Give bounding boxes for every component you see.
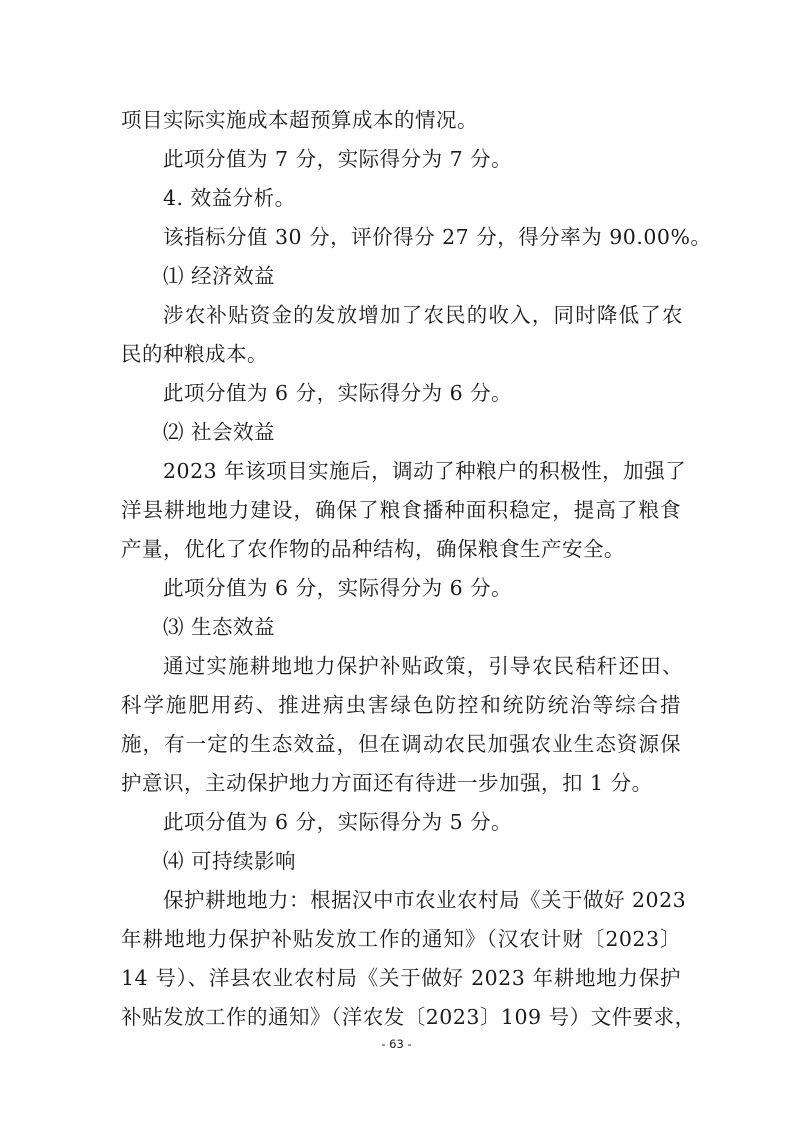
paragraph-line: 此项分值为 6 分，实际得分为 5 分。 (163, 810, 513, 834)
paragraph-line: 民的种粮成本。 (121, 342, 268, 366)
paragraph-line: 护意识，主动保护地力方面还有待进一步加强，扣 1 分。 (121, 771, 653, 795)
paragraph-line: 该指标分值 30 分，评价得分 27 分，得分率为 90.00%。 (163, 225, 712, 249)
subsection-heading: ⑶ 生态效益 (163, 615, 276, 639)
paragraph-line: 此项分值为 6 分，实际得分为 6 分。 (163, 381, 513, 405)
paragraph-line: 2023 年该项目实施后，调动了种粮户的积极性，加强了 (163, 459, 687, 483)
subsection-heading: ⑴ 经济效益 (163, 264, 276, 288)
paragraph-line: 保护耕地地力：根据汉中市农业农村局《关于做好 2023 (163, 888, 687, 912)
paragraph-line: 科学施肥用药、推进病虫害绿色防控和统防统治等综合措 (121, 693, 681, 717)
paragraph-line: 此项分值为 7 分，实际得分为 7 分。 (163, 147, 513, 171)
paragraph-line: 涉农补贴资金的发放增加了农民的收入，同时降低了农 (163, 303, 683, 327)
paragraph-line: 项目实际实施成本超预算成本的情况。 (121, 108, 478, 132)
paragraph-line: 施，有一定的生态效益，但在调动农民加强农业生态资源保 (121, 732, 681, 756)
page-number: - 63 - (381, 1037, 412, 1051)
paragraph-line: 此项分值为 6 分，实际得分为 6 分。 (163, 576, 513, 600)
paragraph-line: 14 号）、洋县农业农村局《关于做好 2023 年耕地地力保护 (121, 966, 681, 990)
section-heading: 4. 效益分析。 (163, 186, 296, 210)
paragraph-line: 洋县耕地地力建设，确保了粮食播种面积稳定，提高了粮食 (121, 498, 681, 522)
paragraph-line: 年耕地地力保护补贴发放工作的通知》（汉农计财〔2023〕 (121, 927, 681, 951)
paragraph-line: 补贴发放工作的通知》（洋农发〔2023〕109 号）文件要求， (121, 1005, 696, 1029)
paragraph-line: 产量，优化了农作物的品种结构，确保粮食生产安全。 (121, 537, 625, 561)
paragraph-line: 通过实施耕地地力保护补贴政策，引导农民秸秆还田、 (163, 654, 683, 678)
subsection-heading: ⑵ 社会效益 (163, 420, 276, 444)
subsection-heading: ⑷ 可持续影响 (163, 849, 297, 873)
